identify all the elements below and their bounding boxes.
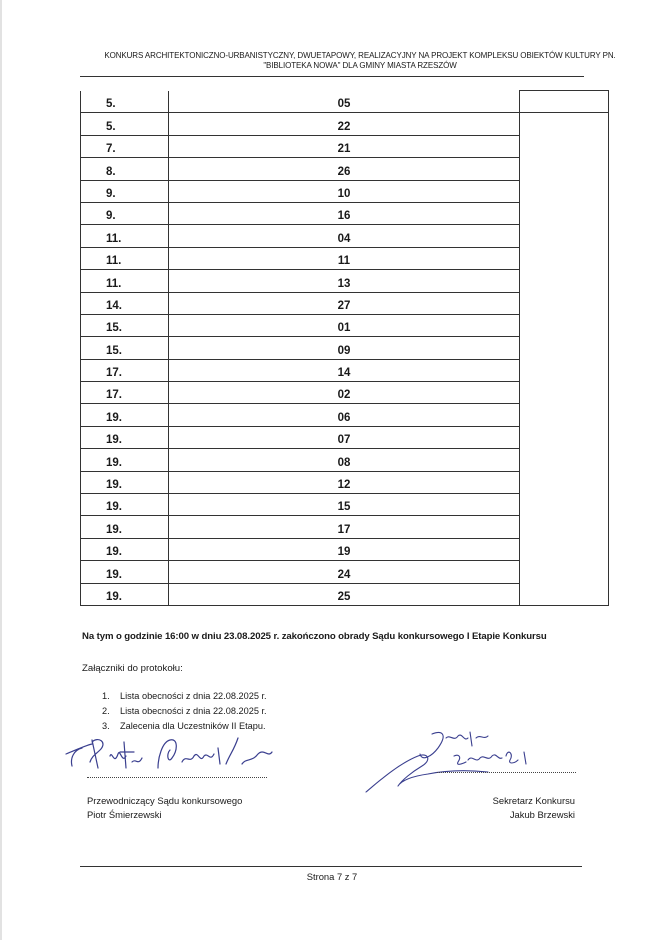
entry-number-cell: 13: [169, 270, 520, 292]
notes-cell: [520, 561, 609, 583]
table-row: [81, 158, 609, 180]
chairman-signature: [62, 728, 282, 778]
notes-cell: [520, 449, 609, 471]
entry-number-cell: 10: [169, 180, 520, 202]
table-row: [81, 449, 609, 471]
attachment-text: Lista obecności z dnia 22.08.2025 r.: [120, 706, 267, 716]
entry-number-cell: 19: [169, 538, 520, 560]
notes-cell: [520, 382, 609, 404]
closing-statement: Na tym o godzinie 16:00 w dniu 23.08.2025 r. zakończono obrady Sądu konkursowego I Etapie Konkursu: [82, 631, 547, 642]
place-cell: 7.: [81, 135, 169, 157]
entry-number-cell: 07: [169, 426, 520, 448]
place-cell: 9.: [81, 202, 169, 224]
place-cell: 19.: [81, 583, 169, 605]
notes-cell: [520, 516, 609, 538]
entry-number-cell: 12: [169, 471, 520, 493]
place-cell: 19.: [81, 494, 169, 516]
place-cell: 17.: [81, 359, 169, 381]
notes-cell: [520, 135, 609, 157]
table-row: [81, 494, 609, 516]
attachment-number: 1.: [102, 691, 110, 701]
notes-cell: [520, 404, 609, 426]
page-edge: [0, 0, 2, 940]
header-line-1: KONKURS ARCHITEKTONICZNO-URBANISTYCZNY, DWUETAPOWY, REALIZACYJNY NA PROJEKT KOMPLEKSU OBIEKTÓW KULTURY PN.: [104, 51, 616, 60]
page-number: Strona 7 z 7: [306, 871, 358, 882]
attachment-number: 3.: [102, 721, 110, 731]
footer-divider: [80, 866, 582, 867]
place-cell: 11.: [81, 270, 169, 292]
attachment-text: Zalecenia dla Uczestników II Etapu.: [120, 721, 266, 731]
table-row: [81, 270, 609, 292]
attachment-text: Lista obecności z dnia 22.08.2025 r.: [120, 691, 267, 701]
notes-cell: [520, 583, 609, 605]
place-cell: 19.: [81, 561, 169, 583]
place-cell: 8.: [81, 158, 169, 180]
place-cell: 19.: [81, 471, 169, 493]
table-row: [81, 135, 609, 157]
signature-line-right: [437, 772, 576, 773]
entry-number-cell: 22: [169, 113, 520, 135]
notes-cell: [520, 426, 609, 448]
notes-cell: [520, 337, 609, 359]
table-row: [81, 247, 609, 269]
place-cell: 15.: [81, 337, 169, 359]
entry-number-cell: 08: [169, 449, 520, 471]
place-cell: 5.: [81, 91, 169, 113]
entry-number-cell: 15: [169, 494, 520, 516]
signature-line-left: [87, 777, 267, 778]
notes-cell: [520, 113, 609, 135]
notes-cell: [520, 225, 609, 247]
notes-cell: [520, 247, 609, 269]
notes-cell: [520, 292, 609, 314]
notes-cell: [520, 180, 609, 202]
entry-number-cell: 14: [169, 359, 520, 381]
entry-number-cell: 06: [169, 404, 520, 426]
notes-cell: [520, 494, 609, 516]
table-row: [81, 583, 609, 605]
place-cell: 19.: [81, 449, 169, 471]
header-line-2: "BIBLIOTEKA NOWA" DLA GMINY MIASTA RZESZÓW: [263, 61, 457, 70]
entry-number-cell: 16: [169, 202, 520, 224]
notes-cell: [520, 91, 609, 113]
place-cell: 11.: [81, 247, 169, 269]
place-cell: 15.: [81, 314, 169, 336]
entry-number-cell: 02: [169, 382, 520, 404]
place-cell: 14.: [81, 292, 169, 314]
table-row: [81, 180, 609, 202]
attachments-heading: Załączniki do protokołu:: [82, 663, 183, 674]
chairman-name: Piotr Śmierzewski: [87, 809, 162, 820]
entry-number-cell: 25: [169, 583, 520, 605]
notes-cell: [520, 158, 609, 180]
place-cell: 19.: [81, 426, 169, 448]
notes-cell: [520, 202, 609, 224]
table-row: [81, 202, 609, 224]
entry-number-cell: 26: [169, 158, 520, 180]
attachment-item: [102, 690, 267, 702]
table-row: [81, 561, 609, 583]
place-cell: 19.: [81, 404, 169, 426]
entry-number-cell: 04: [169, 225, 520, 247]
chairman-role: Przewodniczący Sądu konkursowego: [87, 795, 243, 806]
attachment-number: 2.: [102, 706, 110, 716]
entry-number-cell: 05: [169, 91, 520, 113]
entry-number-cell: 24: [169, 561, 520, 583]
table-row: [81, 225, 609, 247]
secretary-role: Sekretarz Konkursu: [492, 795, 575, 806]
place-cell: 11.: [81, 225, 169, 247]
header-divider: [80, 76, 584, 77]
table-row: [81, 359, 609, 381]
results-table: [80, 90, 609, 606]
table-row: [81, 404, 609, 426]
table-row: [81, 471, 609, 493]
place-cell: 17.: [81, 382, 169, 404]
place-cell: 19.: [81, 538, 169, 560]
results-table-body: [81, 91, 609, 606]
entry-number-cell: 01: [169, 314, 520, 336]
table-row: [81, 292, 609, 314]
table-row: [81, 382, 609, 404]
notes-cell: [520, 314, 609, 336]
entry-number-cell: 27: [169, 292, 520, 314]
place-cell: 5.: [81, 113, 169, 135]
place-cell: 19.: [81, 516, 169, 538]
notes-cell: [520, 471, 609, 493]
table-row: [81, 113, 609, 135]
table-row: [81, 91, 609, 113]
notes-cell: [520, 538, 609, 560]
notes-cell: [520, 270, 609, 292]
entry-number-cell: 09: [169, 337, 520, 359]
place-cell: 9.: [81, 180, 169, 202]
secretary-signature: [358, 724, 578, 802]
entry-number-cell: 17: [169, 516, 520, 538]
entry-number-cell: 21: [169, 135, 520, 157]
notes-cell: [520, 359, 609, 381]
table-row: [81, 516, 609, 538]
table-row: [81, 337, 609, 359]
table-row: [81, 314, 609, 336]
secretary-name: Jakub Brzewski: [509, 809, 575, 820]
table-row: [81, 426, 609, 448]
table-row: [81, 538, 609, 560]
attachment-item: [102, 705, 267, 717]
entry-number-cell: 11: [169, 247, 520, 269]
